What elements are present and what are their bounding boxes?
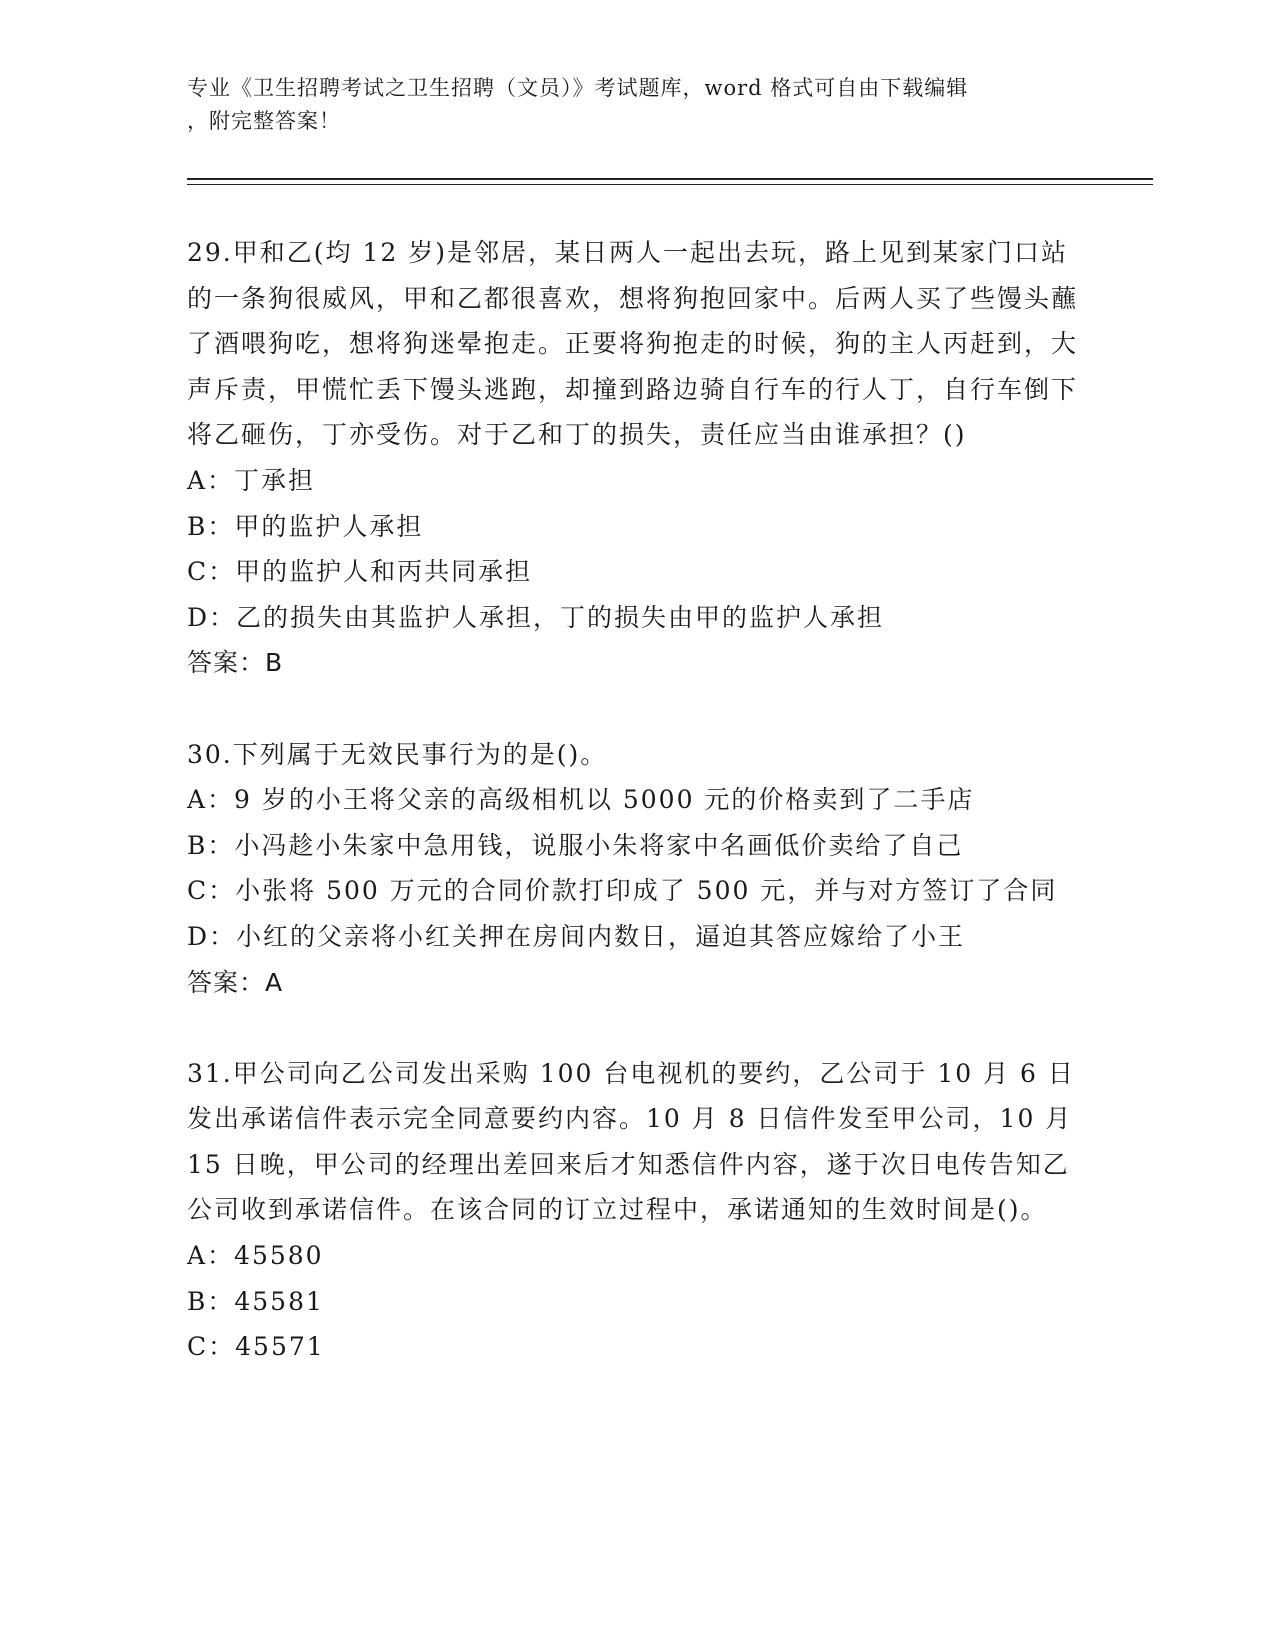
option-d: D：乙的损失由其监护人承担，丁的损失由甲的监护人承担 (187, 602, 885, 632)
question-text: 31.甲公司向乙公司发出采购 100 台电视机的要约，乙公司于 10 月 6 日发出承诺信件表示完全同意要约内容。10 月 8 日信件发至甲公司，10 月 15 日晚，甲公司的经理出差回来后才知悉信件内容，遂于次日电传告知乙公司收到承诺信件。在该合同的订立过程中，承诺通知的生效时间是()。 (187, 1058, 1075, 1225)
question-spacer (187, 686, 1087, 732)
answer: 答案：B (187, 648, 284, 678)
option-c: C：甲的监护人和丙共同承担 (187, 557, 533, 587)
option-b: B：小冯趁小朱家中急用钱，说服小朱将家中名画低价卖给了自己 (187, 830, 964, 860)
option-b: B：45581 (187, 1286, 324, 1316)
header-divider-thick (187, 178, 1153, 180)
option-b: B：甲的监护人承担 (187, 511, 424, 541)
header-line-2: ，附完整答案！ (187, 109, 341, 133)
option-a: A：45580 (187, 1241, 324, 1271)
option-a: A：9 岁的小王将父亲的高级相机以 5000 元的价格卖到了二手店 (187, 785, 975, 815)
question-text: 29.甲和乙(均 12 岁)是邻居，某日两人一起出去玩，路上见到某家门口站的一条狗很威风，甲和乙都很喜欢，想将狗抱回家中。后两人买了些馒头蘸了酒喂狗吃，想将狗迷晕抱走。正要将狗抱走的时候，狗的主人丙赶到，大声斥责，甲慌忙丢下馒头逃跑，却撞到路边骑自行车的行人丁，自行车倒下将乙砸伤，丁亦受伤。对于乙和丁的损失，责任应当由谁承担？() (187, 238, 1079, 450)
option-c: C：45571 (187, 1332, 325, 1362)
question-list (187, 230, 1087, 1370)
option-c: C：小张将 500 万元的合同价款打印成了 500 元，并与对方签订了合同 (187, 876, 1058, 906)
header-divider-thin (187, 184, 1153, 185)
answer: 答案：A (187, 967, 284, 997)
question-31 (187, 1051, 1087, 1370)
option-d: D：小红的父亲将小红关押在房间内数日，逼迫其答应嫁给了小王 (187, 921, 966, 951)
question-text: 30.下列属于无效民事行为的是()。 (187, 739, 608, 769)
question-29 (187, 230, 1087, 686)
header-line-1: 专业《卫生招聘考试之卫生招聘（文员）》考试题库，word 格式可自由下载编辑 (187, 76, 969, 100)
question-30 (187, 732, 1087, 1006)
option-a: A：丁承担 (187, 465, 316, 495)
question-spacer (187, 1005, 1087, 1051)
document-header (187, 72, 1067, 138)
